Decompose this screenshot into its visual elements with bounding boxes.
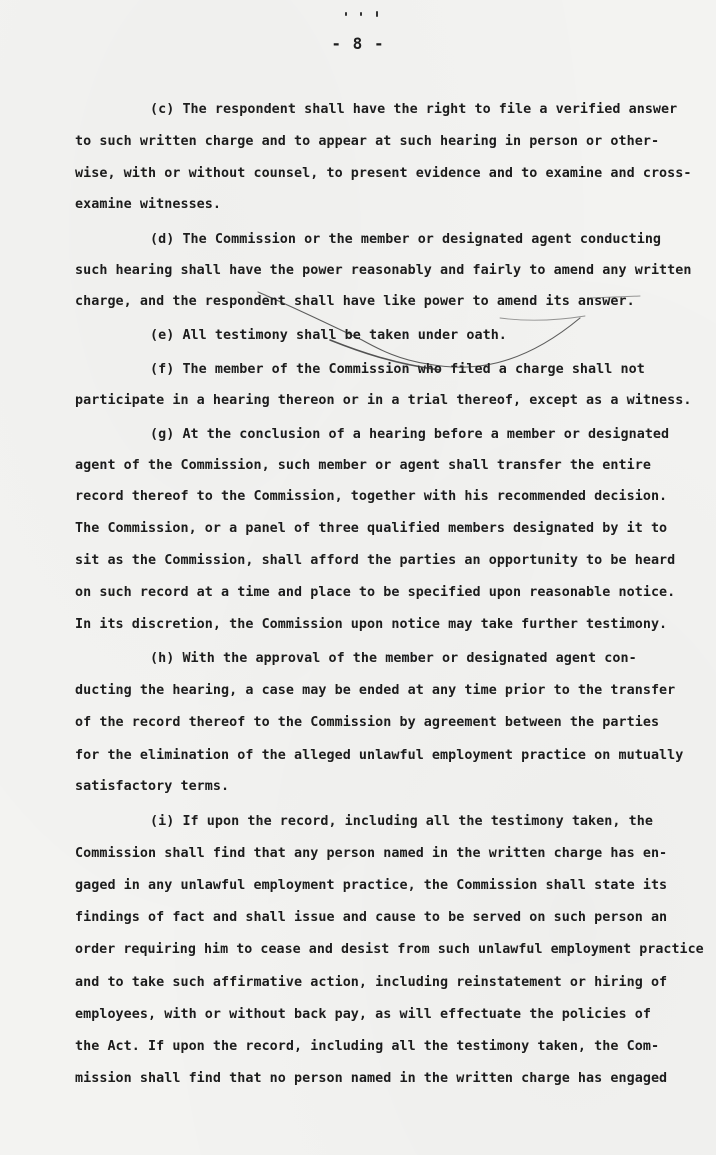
text-line: (e) All testimony shall be taken under oath. bbox=[150, 328, 507, 343]
text-line: (d) The Commission or the member or designated agent conducting bbox=[150, 232, 662, 247]
text-line: mission shall find that no person named in the written charge has engaged bbox=[75, 1071, 668, 1086]
text-line: record thereof to the Commission, together with his recommended decision. bbox=[75, 489, 668, 504]
text-line: (g) At the conclusion of a hearing before a member or designated bbox=[150, 427, 670, 442]
text-line: (i) If upon the record, including all the testimony taken, the bbox=[150, 814, 653, 829]
text-line: (f) The member of the Commission who filed a charge shall not bbox=[150, 362, 645, 377]
text-line: examine witnesses. bbox=[75, 197, 222, 212]
text-line: employees, with or without back pay, as will effectuate the policies of bbox=[75, 1007, 651, 1022]
text-line: to such written charge and to appear at such hearing in person or other- bbox=[75, 134, 660, 149]
text-line: gaged in any unlawful employment practice, the Commission shall state its bbox=[75, 878, 668, 893]
page-number: - 8 - bbox=[331, 34, 385, 53]
stray-mark bbox=[360, 12, 362, 16]
stray-mark bbox=[376, 11, 378, 17]
text-line: the Act. If upon the record, including all the testimony taken, the Com- bbox=[75, 1039, 660, 1054]
text-line: (c) The respondent shall have the right to file a verified answer bbox=[150, 102, 678, 117]
stray-mark bbox=[345, 12, 347, 16]
text-line: wise, with or without counsel, to present evidence and to examine and cross- bbox=[75, 166, 692, 181]
text-line: agent of the Commission, such member or agent shall transfer the entire bbox=[75, 458, 651, 473]
text-line: (h) With the approval of the member or designated agent con- bbox=[150, 651, 637, 666]
text-line: sit as the Commission, shall afford the parties an opportunity to be heard bbox=[75, 553, 676, 568]
text-line: such hearing shall have the power reasonably and fairly to amend any written bbox=[75, 263, 692, 278]
text-line: Commission shall find that any person named in the written charge has en- bbox=[75, 846, 668, 861]
text-line: of the record thereof to the Commission by agreement between the parties bbox=[75, 715, 660, 730]
text-line: order requiring him to cease and desist from such unlawful employment practice bbox=[75, 942, 704, 957]
text-line: charge, and the respondent shall have like power to amend its answer. bbox=[75, 294, 635, 309]
text-line: and to take such affirmative action, including reinstatement or hiring of bbox=[75, 975, 668, 990]
text-line: satisfactory terms. bbox=[75, 779, 230, 794]
text-line: participate in a hearing thereon or in a trial thereof, except as a witness. bbox=[75, 393, 692, 408]
text-line: In its discretion, the Commission upon notice may take further testimony. bbox=[75, 617, 668, 632]
text-line: ducting the hearing, a case may be ended at any time prior to the transfer bbox=[75, 683, 676, 698]
text-line: The Commission, or a panel of three qualified members designated by it to bbox=[75, 521, 668, 536]
text-line: for the elimination of the alleged unlawful employment practice on mutually bbox=[75, 748, 684, 763]
text-line: findings of fact and shall issue and cause to be served on such person an bbox=[75, 910, 668, 925]
text-line: on such record at a time and place to be specified upon reasonable notice. bbox=[75, 585, 676, 600]
